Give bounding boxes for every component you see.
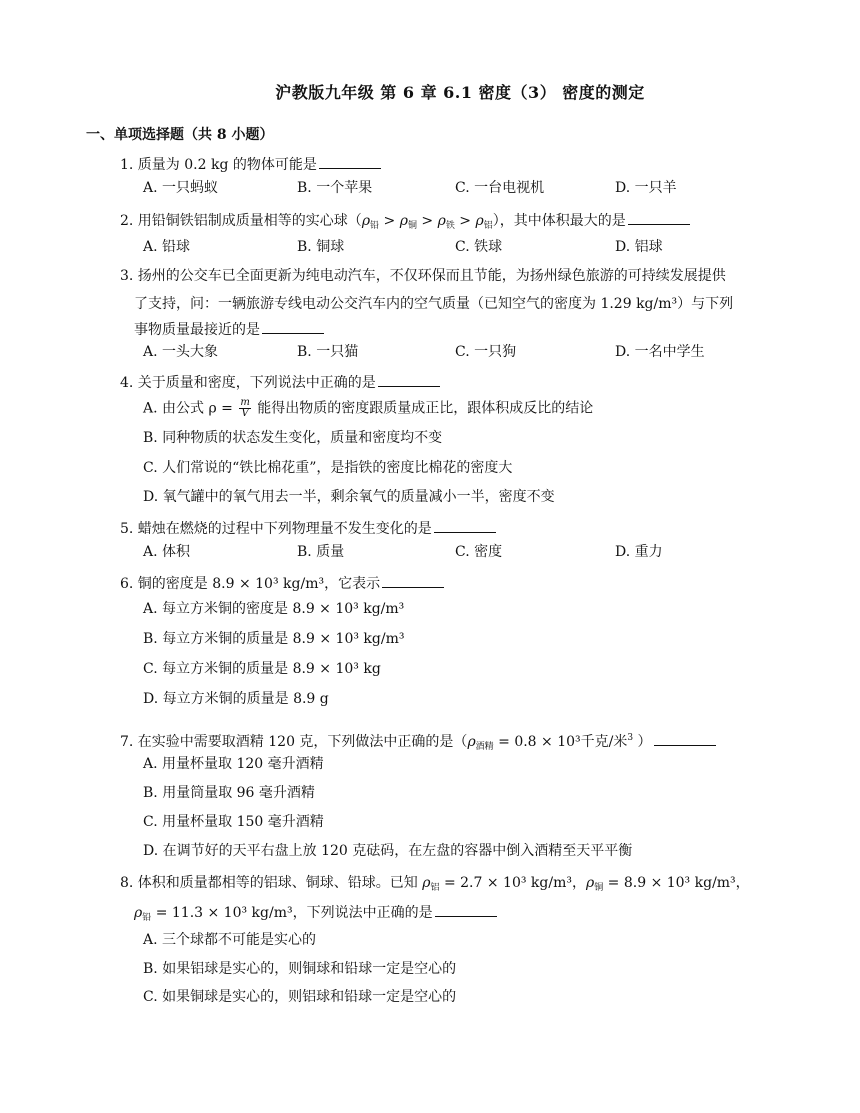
q3-option-a[interactable]: A. 一头大象 xyxy=(143,344,219,360)
question-4-stem: 4. 关于质量和密度，下列说法中正确的是 xyxy=(120,372,440,393)
question-8-line-2: $\rho_铅 = 11.3 \times 10^3$ kg/m³，下列说法中正确的是 xyxy=(134,902,497,928)
q4-option-b[interactable]: B. 同种物质的状态发生变化，质量和密度均不变 xyxy=(143,430,443,446)
question-1-stem: 1. 质量为 0.2 kg 的物体可能是 xyxy=(120,154,381,175)
q2-option-b[interactable]: B. 铜球 xyxy=(297,239,345,255)
q6-option-c[interactable]: C. 每立方米铜的质量是 8.9 × 10³ kg xyxy=(143,661,381,677)
fraction-m-over-v: $\frac{m}{V}$ xyxy=(240,397,250,419)
answer-blank[interactable] xyxy=(435,902,497,917)
section-heading: 一、单项选择题（共 8 小题） xyxy=(86,127,274,143)
q2-option-c[interactable]: C. 铁球 xyxy=(455,239,503,255)
answer-blank[interactable] xyxy=(262,319,324,334)
q7-option-d[interactable]: D. 在调节好的天平右盘上放 120 克砝码，在左盘的容器中倒入酒精至天平平衡 xyxy=(143,843,633,859)
q2-option-a[interactable]: A. 铅球 xyxy=(143,239,191,255)
question-6-stem: 6. 铜的密度是 8.9 × 10³ kg/m³，它表示 xyxy=(120,573,444,594)
answer-blank[interactable] xyxy=(382,573,444,588)
q8-option-a[interactable]: A. 三个球都不可能是实心的 xyxy=(143,932,317,948)
q8-option-b[interactable]: B. 如果铝球是实心的，则铜球和铅球一定是空心的 xyxy=(143,961,457,977)
question-3-line-2: 了支持，问：一辆旅游专线电动公交汽车内的空气质量（已知空气的密度为 1.29 kg/m³）与下列 xyxy=(134,296,734,312)
q8-option-c[interactable]: C. 如果铜球是实心的，则铝球和铅球一定是空心的 xyxy=(143,989,457,1005)
q4-option-c[interactable]: C. 人们常说的“铁比棉花重”，是指铁的密度比棉花的密度大 xyxy=(143,460,513,476)
q6-option-b[interactable]: B. 每立方米铜的质量是 8.9 × 10³ kg/m³ xyxy=(143,631,405,647)
q3-option-d[interactable]: D. 一名中学生 xyxy=(615,344,705,360)
q5-option-d[interactable]: D. 重力 xyxy=(615,544,663,560)
q4-option-d[interactable]: D. 氧气罐中的氧气用去一半，剩余氧气的质量减小一半，密度不变 xyxy=(143,489,555,505)
answer-blank[interactable] xyxy=(654,731,716,746)
q5-option-b[interactable]: B. 质量 xyxy=(297,544,345,560)
answer-blank[interactable] xyxy=(628,210,690,225)
question-3-line-3: 事物质量最接近的是 xyxy=(134,319,324,340)
question-7-stem: 7. 在实验中需要取酒精 120 克，下列做法中正确的是（$\rho_{酒精} = 0.8 \times 10^3$千克/米$^3$ ） xyxy=(120,728,716,757)
answer-blank[interactable] xyxy=(319,154,381,169)
q1-option-b[interactable]: B. 一个苹果 xyxy=(297,180,373,196)
q1-option-a[interactable]: A. 一只蚂蚁 xyxy=(143,180,219,196)
answer-blank[interactable] xyxy=(434,518,496,533)
q6-option-a[interactable]: A. 每立方米铜的密度是 8.9 × 10³ kg/m³ xyxy=(143,601,405,617)
answer-blank[interactable] xyxy=(378,372,440,387)
q5-option-c[interactable]: C. 密度 xyxy=(455,544,503,560)
question-2-stem: 2. 用铅铜铁铝制成质量相等的实心球$(\rho_铅 > \rho_铜 > \rho_铁 > \rho_铝)$，其中体积最大的是 xyxy=(120,210,690,236)
q2-option-d[interactable]: D. 铝球 xyxy=(615,239,663,255)
question-3-line-1: 3. 扬州的公交车已全面更新为纯电动汽车，不仅环保而且节能，为扬州绿色旅游的可持续发展提供 xyxy=(120,268,726,284)
question-5-stem: 5. 蜡烛在燃烧的过程中下列物理量不发生变化的是 xyxy=(120,518,496,539)
question-8-line-1: 8. 体积和质量都相等的铝球、铜球、铅球。已知 $\rho_铝 = 2.7 \times 10^3$ kg/m³，$\rho_铜 = 8.9 \times 10^3$ kg/m³， xyxy=(120,875,750,893)
q3-option-b[interactable]: B. 一只猫 xyxy=(297,344,359,360)
page-title: 沪教版九年级 第 6 章 6.1 密度（3） 密度的测定 xyxy=(275,83,645,102)
q1-option-d[interactable]: D. 一只羊 xyxy=(615,180,677,196)
q6-option-d[interactable]: D. 每立方米铜的质量是 8.9 g xyxy=(143,691,329,707)
q7-option-b[interactable]: B. 用量筒量取 96 毫升酒精 xyxy=(143,785,315,801)
q1-option-c[interactable]: C. 一台电视机 xyxy=(455,180,545,196)
q5-option-a[interactable]: A. 体积 xyxy=(143,544,191,560)
q3-option-c[interactable]: C. 一只狗 xyxy=(455,344,517,360)
q4-option-a[interactable]: A. 由公式 ρ = $\frac{m}{V}$ 能得出物质的密度跟质量成正比，跟体积成反比的结论 xyxy=(143,397,594,419)
q7-option-a[interactable]: A. 用量杯量取 120 毫升酒精 xyxy=(143,756,324,772)
q7-option-c[interactable]: C. 用量杯量取 150 毫升酒精 xyxy=(143,814,324,830)
